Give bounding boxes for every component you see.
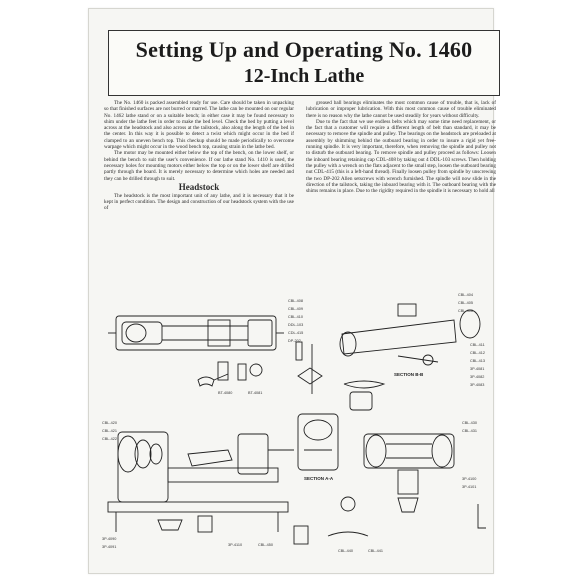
part-label: CBL-421 bbox=[102, 429, 117, 433]
document-title: Setting Up and Operating No. 1460 bbox=[135, 37, 473, 62]
paragraph: The motor may be mounted either below the top of the bench, on the lower shelf, or behind the bench to suit the user's convenience. If our lathe stand No. 1410 is used, the necessary holes for mounting motors either below the top or on the lower shelf are drilled partly through the board. It is merely necessary to determine which holes are needed and they can be drilled through to suit. bbox=[104, 150, 294, 182]
left-text-column bbox=[104, 100, 294, 212]
lathe-side-view bbox=[108, 432, 294, 532]
part-label: 3P-4100 bbox=[462, 477, 477, 481]
part-label: 3P-4081 bbox=[470, 367, 485, 371]
part-label: 3P-4091 bbox=[102, 545, 117, 549]
lathe-parts-drawing bbox=[98, 284, 496, 564]
part-label: CBL-408 bbox=[288, 299, 303, 303]
small-parts bbox=[198, 342, 384, 410]
part-label: CBL-450 bbox=[258, 543, 273, 547]
document-subtitle: 12-Inch Lathe bbox=[243, 65, 365, 87]
part-label: CBL-420 bbox=[102, 421, 117, 425]
paragraph: The No. 1460 is packed assembled ready for use. Care should be taken in unpacking so that finished surfaces are not burred or marred. The lathe can be mounted on our regular No. 1462 lathe stand or on a suitable bench; in either case it may be found necessary to shim under the lathe feet in order to make the bed level. Check the bed by putting a level across at the headstock and also across at the tailstock, also along the length of the bed in the center. In this way it is possible to detect a twist which might occur in the bed if clamped to an uneven bench top. This checkup should be made periodically to overcome warpage which might occur in the wood bench top, causing strain in the lathe bed. bbox=[104, 100, 294, 151]
part-label: DP-202 bbox=[288, 339, 301, 343]
part-label: CBL-409 bbox=[288, 307, 303, 311]
part-label: DDL-103 bbox=[288, 323, 304, 327]
part-label: CBL-430 bbox=[462, 421, 477, 425]
part-label: CBL-411 bbox=[470, 343, 485, 347]
paragraph: greased ball bearings eliminates the most common cause of trouble, that is, lack of lubrication or improper lubrication. With this most common cause of trouble eliminated there is no reason why the lathe cannot be used steadily for years without difficulty. bbox=[306, 100, 496, 119]
part-label: 3P-4083 bbox=[470, 383, 485, 387]
part-label: CBL-405 bbox=[458, 301, 473, 305]
part-label: CBL-413 bbox=[470, 359, 485, 363]
part-label: CBL-441 bbox=[368, 549, 383, 553]
part-label: CBL-440 bbox=[338, 549, 353, 553]
right-text-column bbox=[306, 100, 496, 194]
part-label: CBL-422 bbox=[102, 437, 117, 441]
part-label: 3P-4090 bbox=[102, 537, 117, 541]
figure-caption: SECTION A-A bbox=[304, 476, 334, 481]
part-label: 3P-4082 bbox=[470, 375, 485, 379]
part-label: 3P-4110 bbox=[228, 543, 243, 547]
paragraph: The headstock is the most important unit of any lathe, and it is necessary that it be kept in perfect condition. The design and construction of our headstock system with the use of bbox=[104, 192, 294, 212]
part-label: CBL-431 bbox=[462, 429, 477, 433]
lathe-top-view bbox=[108, 316, 284, 350]
section-heading-headstock: Headstock bbox=[178, 181, 220, 192]
title-box bbox=[108, 30, 500, 96]
part-label: BT-4080 bbox=[218, 391, 233, 395]
exploded-parts-diagram bbox=[98, 284, 496, 564]
part-label: CBL-412 bbox=[470, 351, 485, 355]
countershaft-assembly bbox=[340, 304, 480, 365]
part-label: CBL-404 bbox=[458, 293, 473, 297]
part-label: CDL-415 bbox=[288, 331, 304, 335]
part-number-labels bbox=[102, 293, 485, 553]
part-label: CBL-406 bbox=[458, 309, 473, 313]
part-label: BT-4081 bbox=[248, 391, 263, 395]
part-label: 3P-4101 bbox=[462, 485, 477, 489]
part-label: CBL-410 bbox=[288, 315, 303, 319]
paragraph: Due to the fact that we use endless belts which may some time need replacement, or the fact that a customer will require a different length of belt than standard, it may be necessary to remove the spindle and pulley. The bearings on the headstock are preloaded at assembly by shimming behind the outboard bearing in order to insure a rigid yet free-running spindle. It is very important, therefore, when removing the spindle and pulley not to disturb the outboard bearing. To remove spindle and pulley proceed as follows: Loosen the inboard bearing retaining cap CDL-408 by taking out 4 DDL-103 screws. Then holding the pulley with a wrench on the flats adjacent to the small step, loosen the outboard bearing nut CDL-415 (this is a left-hand thread). Finally loosen pulley from spindle by unscrewing the two DP-202 Allen setscrews with wrench furnished. The spindle will now slide in the direction of the tailstock, taking the inboard bearing with it. The outboard bearing with the shims remains in place. Due to the rigidity required in the spindle it is necessary to hold all bbox=[306, 118, 496, 195]
figure-caption: SECTION B-B bbox=[394, 372, 424, 377]
